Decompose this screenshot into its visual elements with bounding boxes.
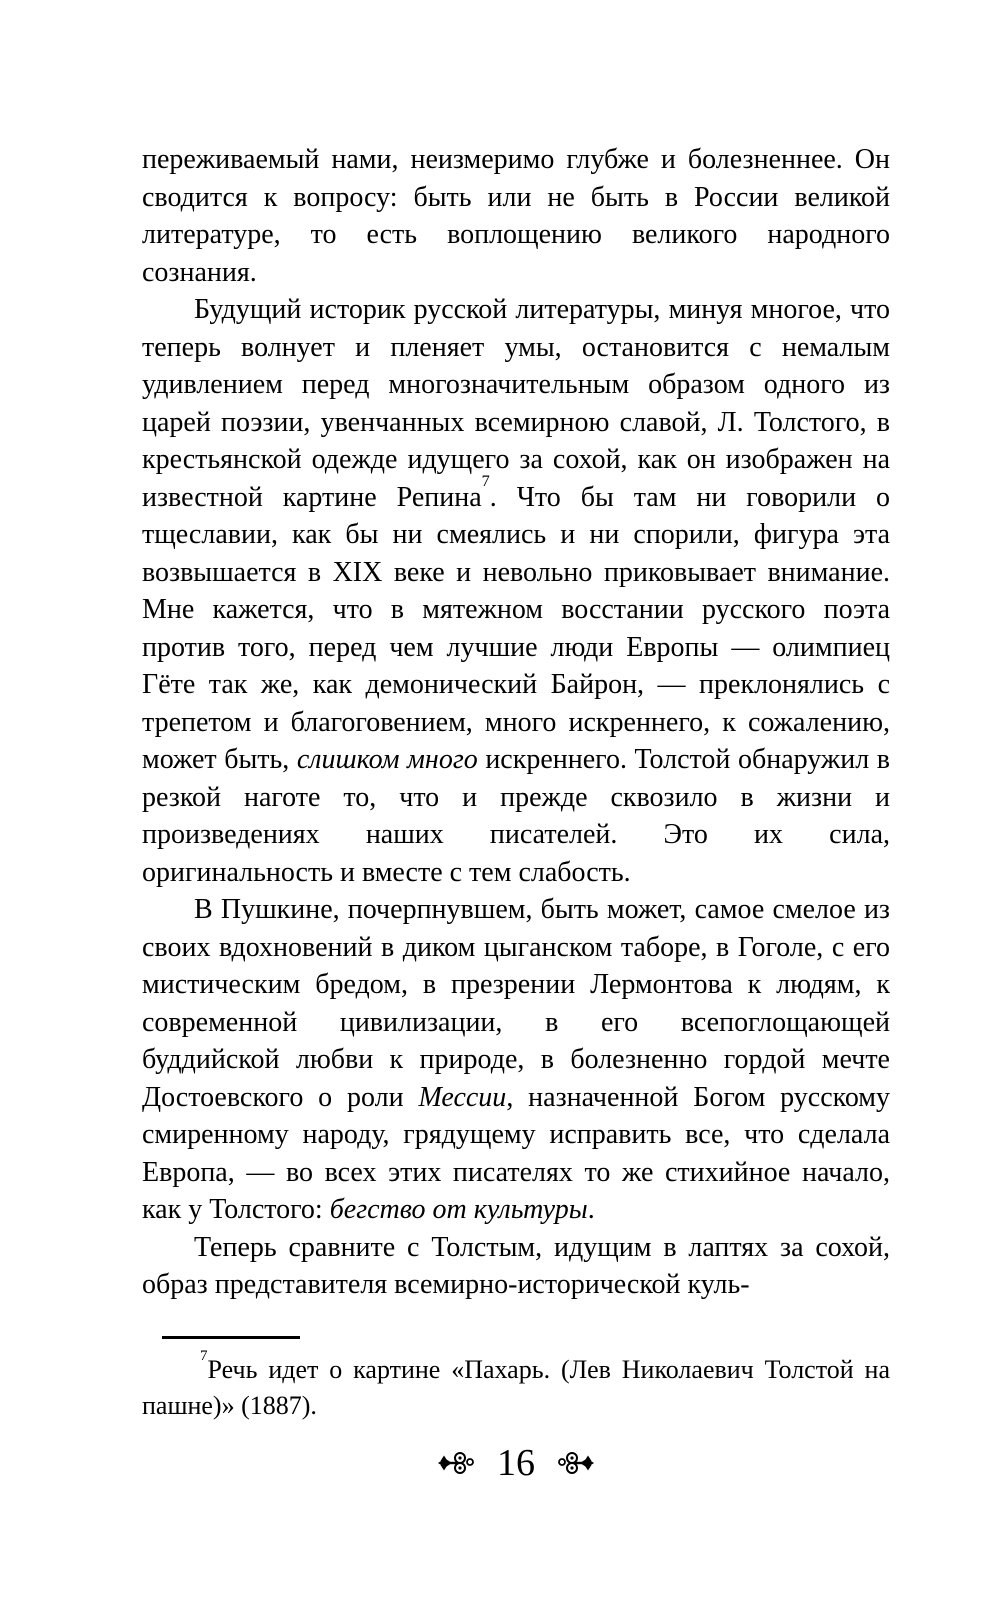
fleuron-right-icon [555, 1449, 595, 1477]
paragraph [142, 141, 890, 291]
page-number: 16 [497, 1442, 535, 1484]
footnote-marker: 7 [200, 1348, 208, 1365]
body-run: В Пушкине, почерпнувшем, быть может, самое смелое из своих вдохновений в диком цыганском таборе, в Гоголе, с его мистическим бредом, в презрении Лермонтова к людям, к современной цивилизации, в его всепоглощающей буддийской любви к природе, в болезненно гордой мечте Достоевского о роли [142, 894, 890, 1113]
body-run: искреннего. Толстой обнаружил в резкой наготе то, что и прежде сквозило в жизни и произведениях наших писателей. Это их сила, оригинальность и вместе с тем слабость. [142, 744, 890, 888]
footnote [142, 1348, 890, 1424]
body-run: . [587, 1194, 595, 1225]
page-footer [142, 1444, 890, 1482]
body-text [142, 141, 890, 1304]
footnote-separator [162, 1336, 300, 1339]
paragraph [142, 1229, 890, 1304]
paragraph [142, 291, 890, 891]
body-run: . Что бы там ни говорили о тщеславии, как бы ни смеялись и ни спорили, фигура эта возвышается в XIX веке и невольно приковывает внимание. Мне кажется, что в мятежном восстании русского поэта против того, перед чем лучшие люди Европы — олимпиец Гёте так же, как демонический Байрон, — преклонялись с трепетом и благоговением, много искреннего, к сожалению, может быть, [142, 481, 890, 775]
emphasis-text: слишком много [296, 744, 478, 775]
emphasis-text: бегство от культуры [329, 1194, 588, 1225]
fleuron-left-icon [437, 1449, 477, 1477]
body-run: переживаемый нами, неизмеримо глубже и болезненнее. Он сводится к вопросу: быть или не быть в России великой литературе, то есть воплощению великого народного сознания. [142, 144, 890, 288]
footnote-reference: 7 [481, 472, 490, 491]
body-run: Теперь сравните с Толстым, идущим в лаптях за сохой, образ представителя всемирно-исторической куль- [142, 1231, 890, 1300]
footnote-body: Речь идет о картине «Пахарь. (Лев Николаевич Толстой на пашне)» (1887). [142, 1355, 890, 1420]
footnote-text [142, 1348, 890, 1424]
body-run: , назначенной Богом русскому смиренному народу, грядущему исправить все, что сделала Европа, — во всех этих писателях то же стихийное начало, как у Толстого: [142, 1081, 890, 1225]
emphasis-text: Мессии [418, 1081, 507, 1113]
body-run: Будущий историк русской литературы, минуя многое, что теперь волнует и пленяет умы, остановится с немалым удивлением перед многозначительным образом одного из царей поэзии, увенчанных всемирною славой, Л. Толстого, в крестьянской одежде идущего за сохой, как он изображен на известной картине Репина [142, 294, 890, 513]
paragraph [142, 891, 890, 1229]
